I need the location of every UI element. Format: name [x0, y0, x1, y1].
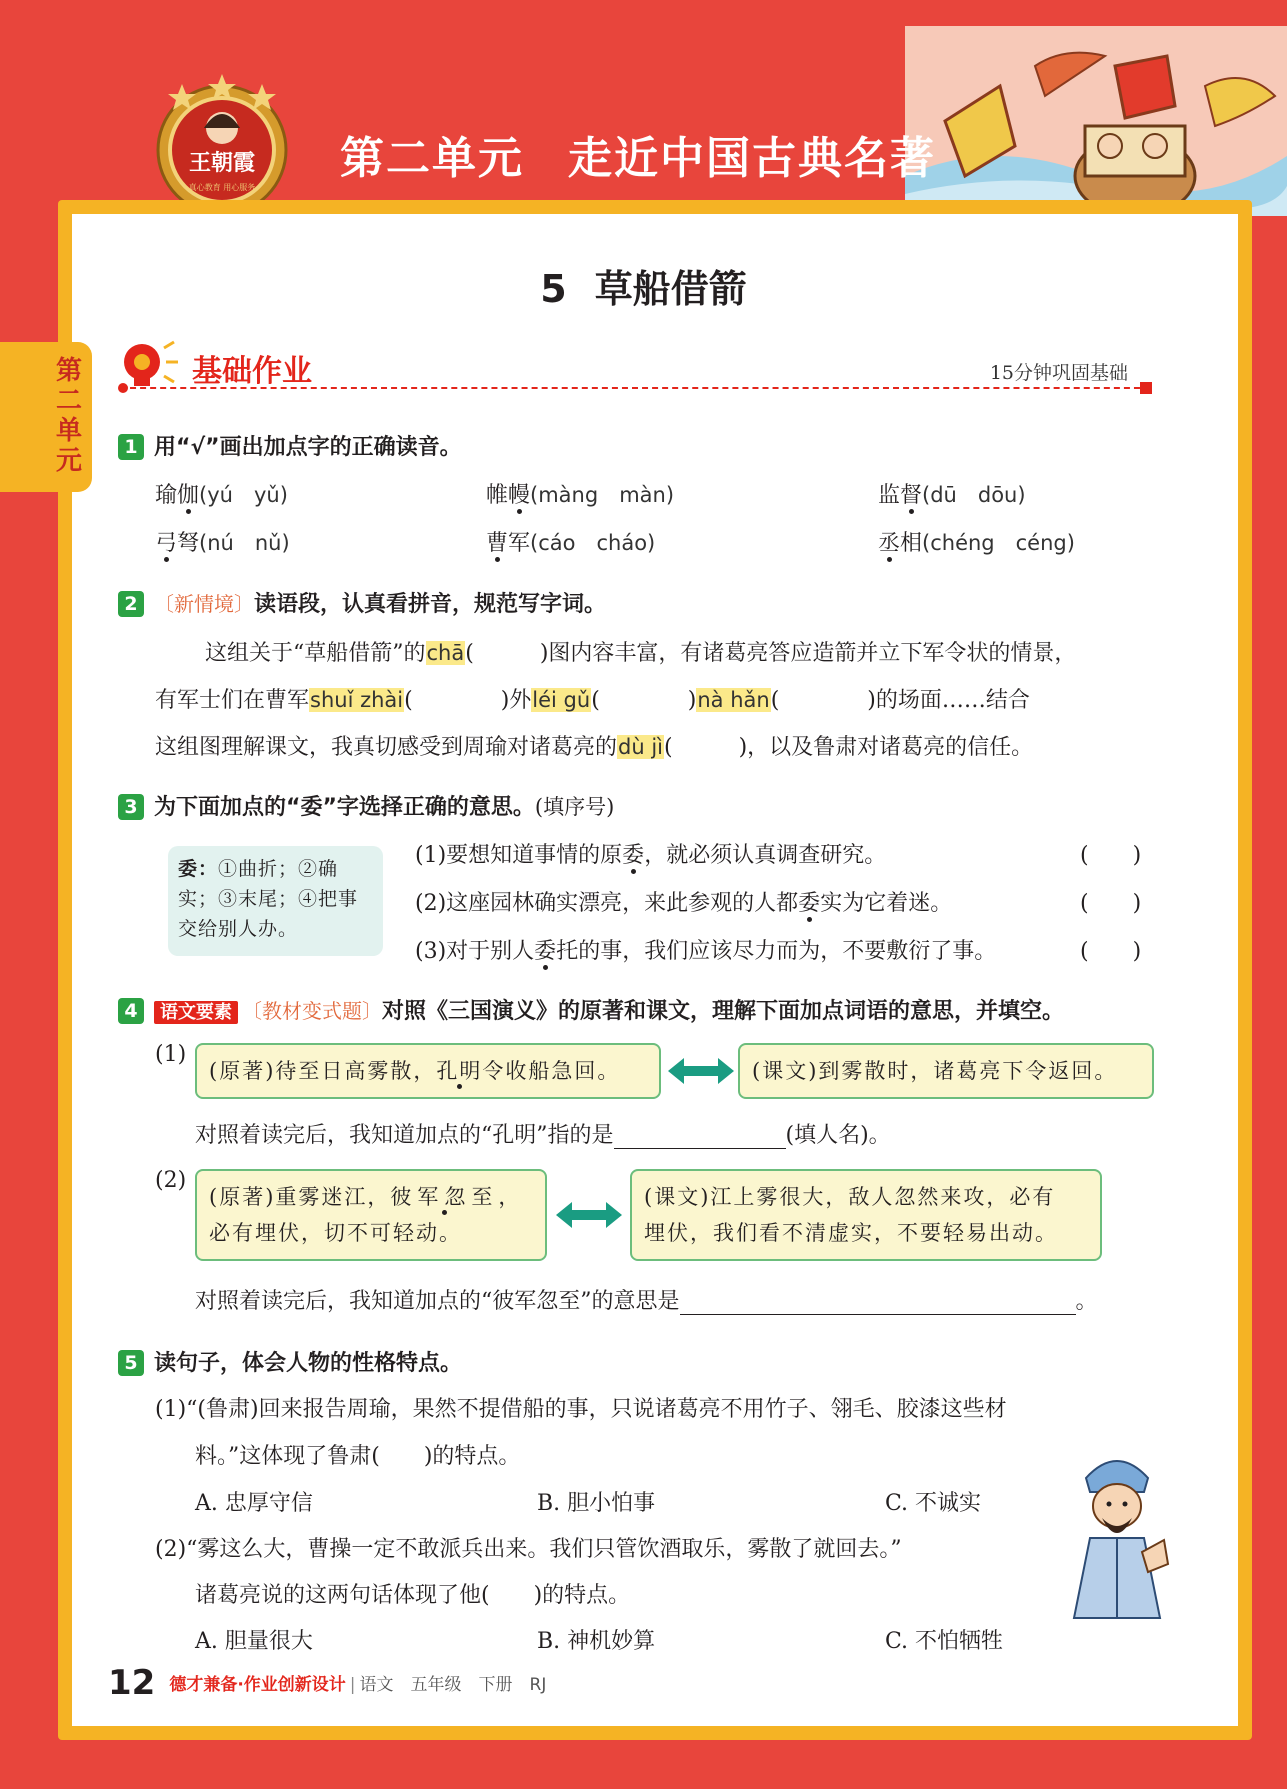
question-2-heading [118, 587, 606, 618]
q4-part-2-index: (2) [155, 1168, 187, 1193]
book-info: 语文 五年级 下册 RJ [359, 1675, 547, 1695]
svg-text:真心教育 用心服务: 真心教育 用心服务 [188, 183, 256, 192]
question-number: 4 [118, 998, 144, 1024]
q2-line-1: 这组关于“草船借箭”的chā( )图内容丰富，有诸葛亮答应造箭并立下军令状的情景， [205, 641, 1077, 666]
question-title: 读句子，体会人物的性格特点。 [154, 1351, 463, 1376]
q3-answer-3[interactable]: ( ) [1080, 939, 1142, 964]
question-5-heading [118, 1346, 462, 1377]
q2-line-3: 这组图理解课文，我真切感受到周瑜对诸葛亮的dù jì( )，以及鲁肃对诸葛亮的信任。 [155, 735, 1034, 760]
answer-blank[interactable] [680, 1289, 1076, 1315]
unit-title-number: 第二单元 [340, 133, 524, 184]
question-number: 5 [118, 1350, 144, 1376]
q1-item-3: 监督(dū dōu) [878, 483, 1026, 508]
definition-body: ①曲折；②确实；③末尾；④把事交给别人办。 [178, 858, 359, 940]
q3-item-2: (2)这座园林确实漂亮，来此参观的人都委实为它着迷。 [415, 891, 953, 916]
q3-answer-2[interactable]: ( ) [1080, 891, 1142, 916]
lesson-number: 5 [540, 267, 567, 311]
lesson-name: 草船借箭 [594, 267, 747, 311]
unit-title-theme: 走近中国古典名著 [568, 133, 936, 184]
question-title: 用“√”画出加点字的正确读音。 [154, 435, 462, 460]
q1-item-6: 丞相(chéng céng) [878, 531, 1075, 556]
textbook-variant-tag: 〔教材变式题〕 [242, 999, 382, 1023]
emblem-text: 王朝霞 [188, 150, 256, 176]
q1-item-4: 弓弩(nú nǔ) [155, 531, 290, 556]
answer-blank[interactable] [614, 1123, 786, 1149]
question-note: (填序号) [534, 795, 615, 819]
divider-dot [118, 383, 128, 393]
language-element-tag: 语文要素 [154, 1001, 238, 1024]
q5-option-1a[interactable]: A. 忠厚守信 [195, 1491, 313, 1516]
q4-original-card-1: (原著)待至日高雾散，孔明令收船急回。 [195, 1043, 661, 1099]
question-3-heading [118, 790, 614, 821]
question-title: 对照《三国演义》的原著和课文，理解下面加点词语的意思，并填空。 [382, 999, 1065, 1024]
section-time-note: 15分钟巩固基础 [989, 362, 1128, 384]
page-footer [108, 1663, 546, 1703]
question-number: 2 [118, 591, 144, 617]
q5-sentence-1b: 料。”这体现了鲁肃( )的特点。 [195, 1444, 521, 1469]
definition-box [168, 846, 383, 956]
page-number: 12 [108, 1663, 156, 1703]
q4-fill-1: 对照着读完后，我知道加点的“孔明”指的是 (填人名)。 [195, 1123, 891, 1148]
q5-option-2a[interactable]: A. 胆量很大 [195, 1629, 313, 1654]
question-number: 1 [118, 434, 144, 460]
unit-title [340, 122, 936, 186]
q5-sentence-2b: 诸葛亮说的这两句话体现了他( )的特点。 [195, 1583, 631, 1608]
compare-arrow-icon [556, 1202, 622, 1228]
question-title: 读语段，认真看拼音，规范写字词。 [254, 592, 607, 617]
zhuge-liang-illustration [1064, 1448, 1170, 1628]
definition-head: 委： [178, 858, 219, 880]
q2-line-2: 有军士们在曹军shuǐ zhài( )外léi gǔ( )nà hǎn( )的场面……结合 [155, 688, 1030, 713]
q3-item-1: (1)要想知道事情的原委，就必须认真调查研究。 [415, 843, 887, 868]
q4-fill-2: 对照着读完后，我知道加点的“彼军忽至”的意思是 。 [195, 1289, 1098, 1314]
classical-scene-illustration [905, 26, 1287, 216]
q1-item-1: 瑜伽(yú yǔ) [155, 483, 288, 508]
q5-option-2b[interactable]: B. 神机妙算 [537, 1629, 656, 1654]
brand-emblem [152, 70, 292, 220]
new-context-tag: 〔新情境〕 [154, 592, 254, 616]
q5-sentence-2a: (2)“雾这么大，曹操一定不敢派兵出来。我们只管饮酒取乐，雾散了就回去。” [155, 1537, 902, 1562]
q4-text-card-2: (课文)江上雾很大，敌人忽然来攻，必有 埋伏，我们看不清虚实，不要轻易出动。 [630, 1169, 1102, 1261]
lesson-title [0, 258, 1287, 313]
question-title: 为下面加点的“委”字选择正确的意思。 [154, 795, 535, 820]
section-divider [120, 387, 1150, 389]
divider-square [1140, 382, 1152, 394]
bulb-icon [118, 340, 180, 390]
series-brand: 德才兼备·作业创新设计 [169, 1675, 346, 1695]
question-1-heading [118, 430, 462, 461]
q4-part-1-index: (1) [155, 1042, 187, 1067]
q1-item-5: 曹军(cáo cháo) [486, 531, 656, 556]
unit-side-tab: 第二单元 [0, 342, 92, 492]
question-4-heading [118, 994, 1064, 1025]
q3-answer-1[interactable]: ( ) [1080, 843, 1142, 868]
q4-original-card-2: (原著)重雾迷江，彼军忽至， 必有埋伏，切不可轻动。 [195, 1169, 547, 1261]
footer-separator: | [349, 1675, 356, 1695]
section-label: 基础作业 [192, 354, 312, 389]
compare-arrow-icon [668, 1058, 734, 1084]
q3-item-3: (3)对于别人委托的事，我们应该尽力而为，不要敷衍了事。 [415, 939, 997, 964]
q5-sentence-1a: (1)“(鲁肃)回来报告周瑜，果然不提借船的事，只说诸葛亮不用竹子、翎毛、胶漆这些材 [155, 1397, 1007, 1422]
q5-option-1b[interactable]: B. 胆小怕事 [537, 1491, 656, 1516]
q5-option-1c[interactable]: C. 不诚实 [885, 1491, 982, 1516]
q4-text-card-1: (课文)到雾散时，诸葛亮下令返回。 [738, 1043, 1154, 1099]
section-header [118, 340, 1158, 396]
q5-option-2c[interactable]: C. 不怕牺牲 [885, 1629, 1004, 1654]
q1-item-2: 帷幔(màng màn) [486, 483, 675, 508]
question-number: 3 [118, 794, 144, 820]
